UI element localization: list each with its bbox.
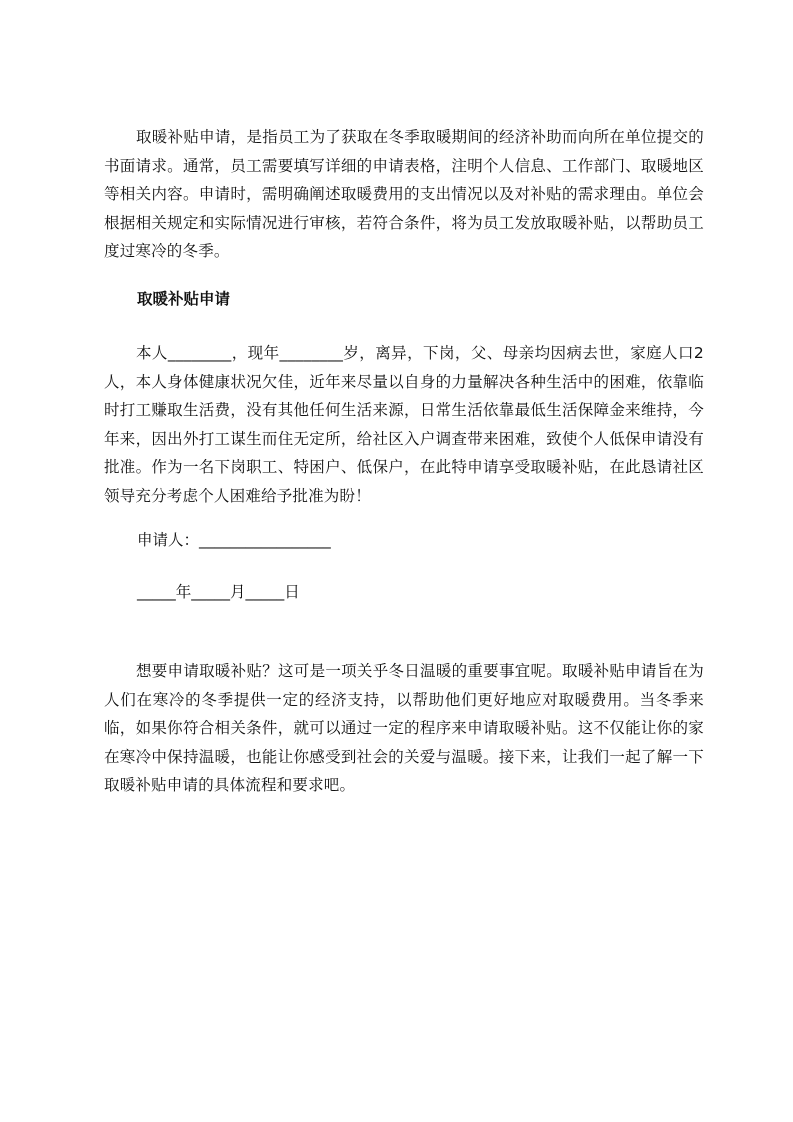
application-body: 本人________，现年________岁，离异，下岗，父、母亲均因病去世，家庭人口2人，本人身体健康状况欠佳，近年来尽量以自身的力量解决各种生活中的困难，依靠临时打工赚取生活费，没有其他任何生活来源，日常生活依靠最低生活保障金来维持，今年来，因出外打工谋生而住无定所，给社区入户调查带来困难，致使个人低保申请没有批准。作为一名下岗职工、特困户、低保户，在此特申请享受取暖补贴，在此恳请社区领导充分考虑个人困难给予批准为盼！ bbox=[104, 344, 704, 505]
outro-paragraph: 想要申请取暖补贴？这可是一项关乎冬日温暖的重要事宜呢。取暖补贴申请旨在为人们在寒冷的冬季提供一定的经济支持，以帮助他们更好地应对取暖费用。当冬季来临，如果你符合相关条件，就可以通过一定的程序来申请取暖补贴。这不仅能让你的家在寒冷中保持温暖，也能让你感受到社会的关爱与温暖。接下来，让我们一起了解一下取暖补贴申请的具体流程和要求吧。 bbox=[104, 662, 704, 794]
date-line: _____年_____月_____日 bbox=[137, 583, 300, 601]
intro-paragraph: 取暖补贴申请，是指员工为了获取在冬季取暖期间的经济补助而向所在单位提交的书面请求。通常，员工需要填写详细的申请表格，注明个人信息、工作部门、取暖地区等相关内容。申请时，需明确阐述取暖费用的支出情况以及对补贴的需求理由。单位会根据相关规定和实际情况进行审核，若符合条件，将为员工发放取暖补贴，以帮助员工度过寒冷的冬季。 bbox=[104, 128, 704, 260]
application-heading: 取暖补贴申请 bbox=[137, 290, 231, 308]
applicant-signature-line: 申请人：_________________ bbox=[137, 531, 331, 549]
